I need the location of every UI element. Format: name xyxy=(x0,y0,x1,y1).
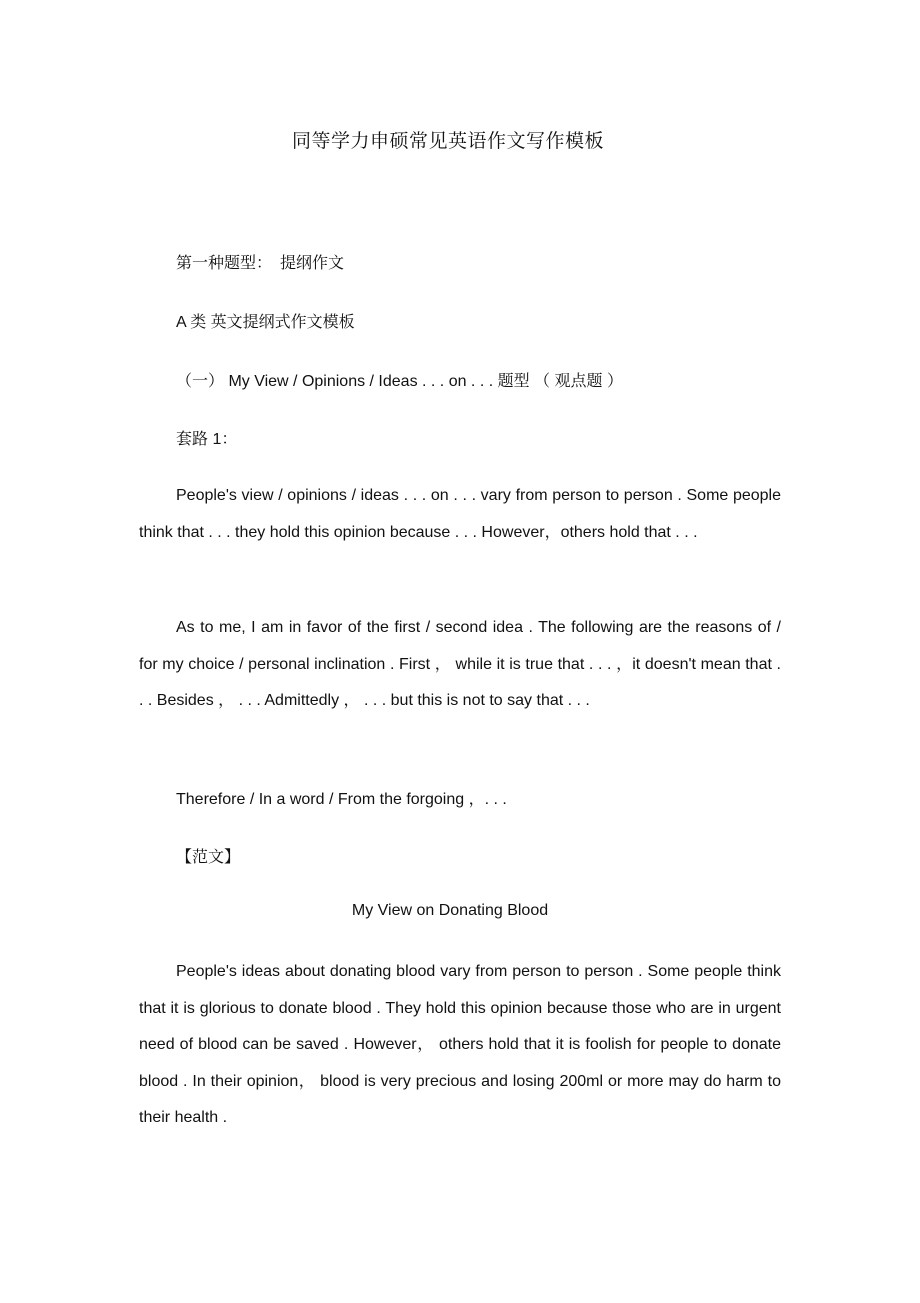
template-paragraph-2: As to me, I am in favor of the first / second idea . The following are the reasons of / for my choice / personal inclination . First ， while it is true that . . . ，it doesn't mean that . . . Besides ， . . . Admittedly ， . . . but this is not to say that . . . xyxy=(139,619,781,710)
template-paragraph-1: People's view / opinions / ideas . . . on . . . vary from person to person . Some people think that . . . they hold this opinion because . . . However，others hold that . . . xyxy=(139,487,781,541)
question-type-heading: 第一种题型： 提纲作文 xyxy=(176,253,345,272)
routine-label: 套路 1： xyxy=(176,431,238,448)
sample-label: 【范文】 xyxy=(176,847,241,866)
category-heading: A 类 英文提纲式作文模板 xyxy=(176,314,355,331)
section-heading: （一） My View / Opinions / Ideas . . . on . . . 题型 （ 观点题 ） xyxy=(176,373,623,390)
sample-essay-title: My View on Donating Blood xyxy=(351,902,549,919)
sample-essay-paragraph: People's ideas about donating blood vary from person to person . Some people think that it is glorious to donate blood . They hold this opinion because those who are in urgent need of blood can be saved . However， others hold that it is foolish for people to donate blood . In their opinion， blood is very precious and losing 200ml or more may do harm to their health . xyxy=(139,963,781,1127)
document-title: 同等学力申硕常见英语作文写作模板 xyxy=(291,130,604,152)
template-conclusion: Therefore / In a word / From the forgoing ，. . . xyxy=(176,791,507,808)
